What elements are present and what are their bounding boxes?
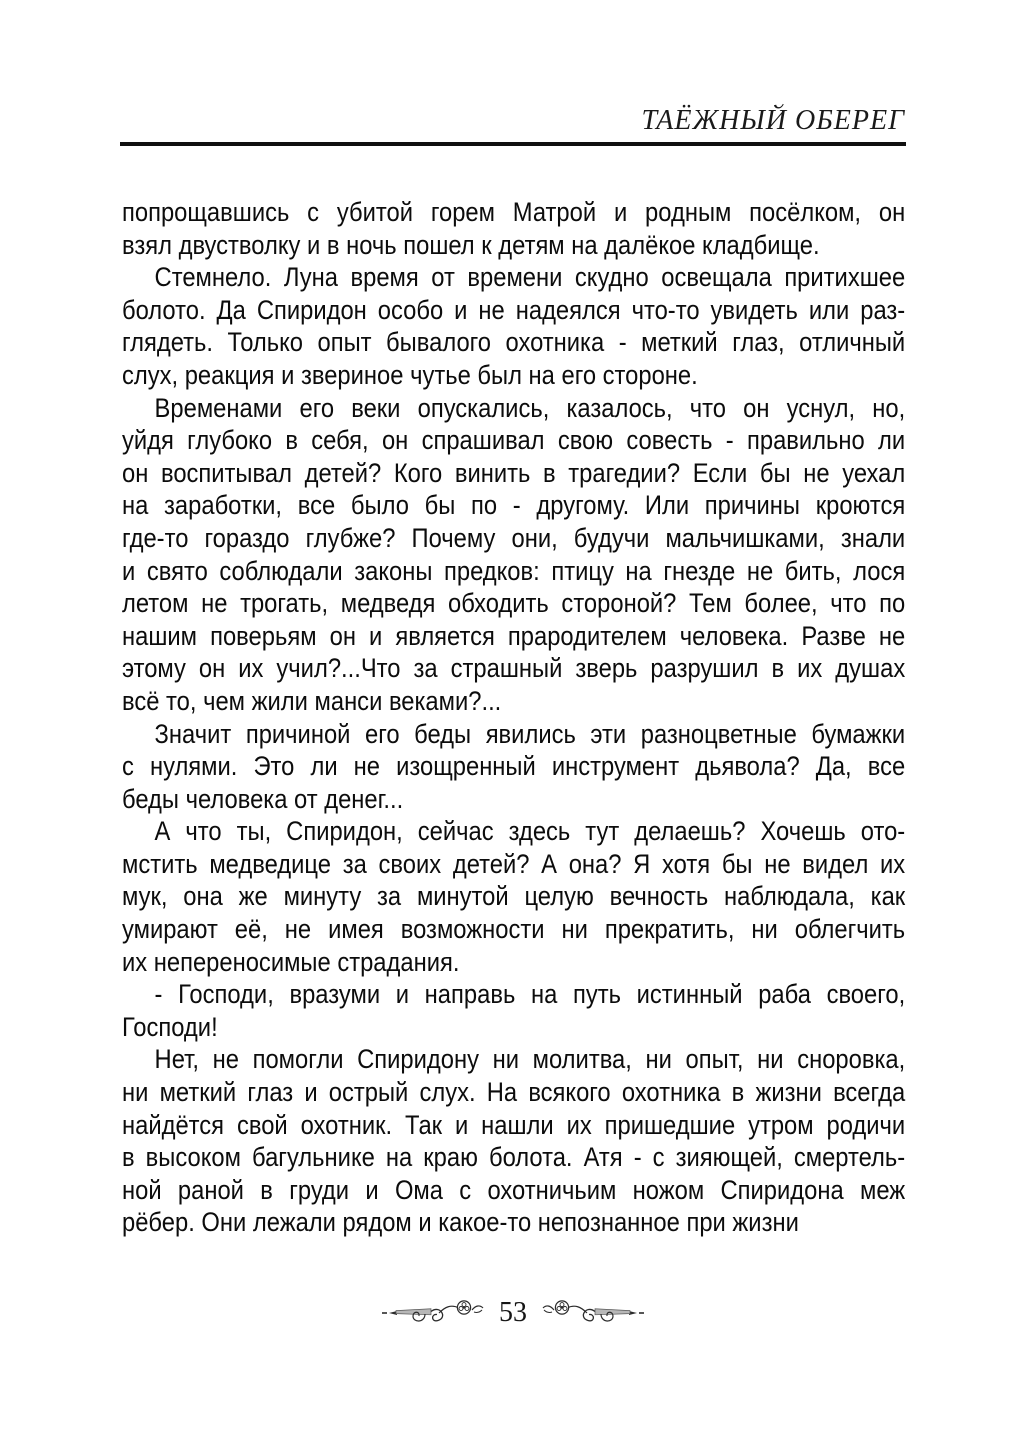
text-line: он воспитывал детей? Кого винить в трагедии? Если бы не уехал — [122, 457, 906, 488]
text-line: рёбер. Они лежали рядом и какое-то непознанное при жизни — [122, 1207, 799, 1238]
text-line: в высоком багульнике на краю болота. Атя - с зияющей, смертель- — [122, 1142, 906, 1173]
text-line: глядеть. Только опыт бывалого охотника - меткий глаз, отличный — [122, 327, 906, 358]
floral-flourish-right-icon — [541, 1298, 645, 1328]
text-line: с нулями. Это ли не изощренный инструмент дьявола? Да, все — [122, 751, 906, 782]
text-line: на заработки, все было бы по - другому. Или причины кроются — [122, 490, 906, 521]
text-line: Господи! — [122, 1011, 218, 1042]
text-line: и свято соблюдали законы предков: птицу на гнезде не бить, лося — [122, 555, 906, 586]
body-text — [122, 196, 905, 1239]
text-line: их непереносимые страдания. — [122, 946, 460, 977]
text-line: попрощавшись с убитой горем Матрой и родным посёлком, он — [122, 197, 906, 227]
text-line: ни меткий глаз и острый слух. На всякого охотника в жизни всегда — [122, 1077, 906, 1108]
floral-flourish-left-icon — [381, 1298, 485, 1328]
text-line: где-то гораздо глубже? Почему они, будучи мальчишками, знали — [122, 522, 906, 553]
header-rule — [120, 142, 906, 146]
text-line: Стемнело. Луна время от времени скудно освещала притихшее — [154, 262, 906, 293]
text-line: всё то, чем жили манси веками?... — [122, 685, 502, 716]
text-line: слух, реакция и звериное чутье был на его стороне. — [122, 359, 698, 390]
page-number: 53 — [499, 1297, 527, 1328]
text-line: Временами его веки опускались, казалось, что он уснул, но, — [154, 392, 906, 423]
text-line: этому он их учил?...Что за страшный зверь разрушил в их душах — [122, 653, 906, 684]
text-line: Значит причиной его беды явились эти разноцветные бумажки — [154, 718, 906, 749]
text-line: нашим поверьям он и является прародителем человека. Разве не — [122, 620, 906, 651]
running-header-title: ТАЁЖНЫЙ ОБЕРЕГ — [641, 105, 905, 136]
text-line: умирают её, не имея возможности ни прекратить, ни облегчить — [122, 914, 906, 945]
text-line: мстить медведице за своих детей? А она? Я хотя бы не видел их — [122, 848, 906, 879]
text-line: найдётся свой охотник. Так и нашли их пришедшие утром родичи — [122, 1109, 906, 1140]
text-line: - Господи, вразуми и направь на путь истинный раба своего, — [154, 979, 906, 1010]
text-line: болото. Да Спиридон особо и не надеялся что-то увидеть или раз- — [122, 294, 906, 325]
text-line: Нет, не помогли Спиридону ни молитва, ни опыт, ни сноровка, — [154, 1044, 906, 1075]
text-line: взял двустволку и в ночь пошел к детям на далёкое кладбище. — [122, 229, 820, 260]
text-line: летом не трогать, медведя обходить стороной? Тем более, что по — [122, 588, 906, 619]
text-line: А что ты, Спиридон, сейчас здесь тут делаешь? Хочешь ото- — [154, 816, 906, 847]
text-line: беды человека от денег... — [122, 783, 404, 814]
text-line: уйдя глубоко в себя, он спрашивал свою совесть - правильно ли — [122, 425, 906, 456]
text-line: ной раной в груди и Ома с охотничьим ножом Спиридона меж — [122, 1174, 906, 1205]
text-line: мук, она же минуту за минутой целую вечность наблюдала, как — [122, 881, 906, 912]
page-footer — [0, 1298, 1026, 1328]
